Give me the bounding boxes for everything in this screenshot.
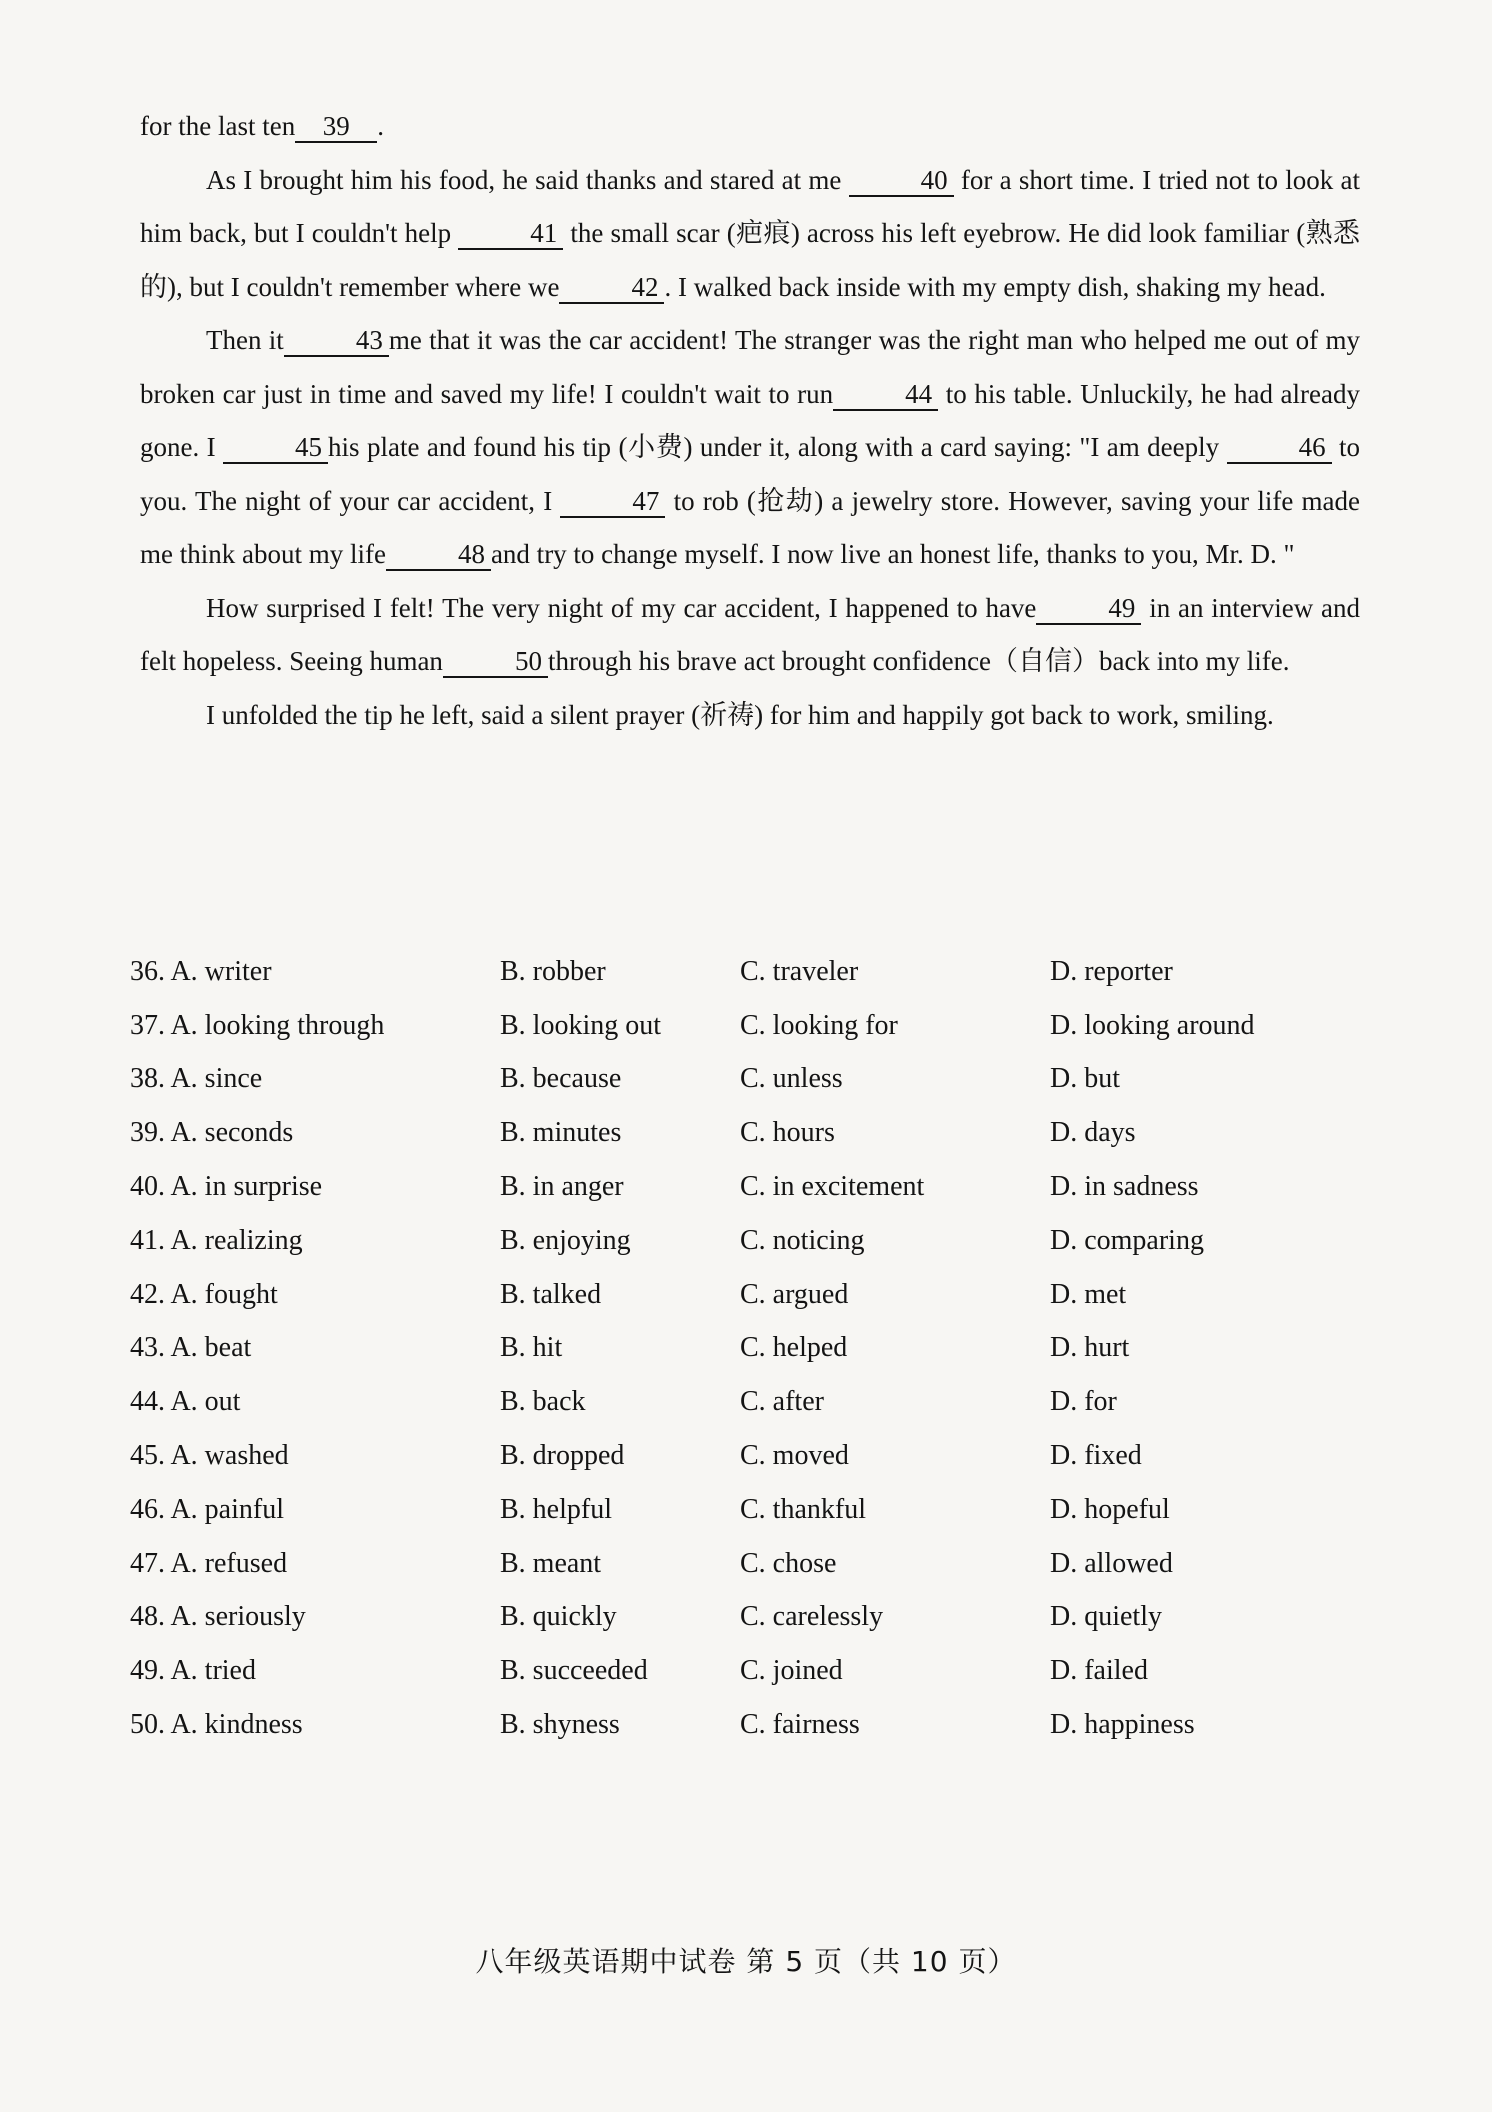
option-b: B. in anger bbox=[500, 1171, 624, 1203]
paragraph-4 bbox=[140, 582, 1360, 689]
option-c: C. traveler bbox=[740, 955, 859, 987]
option-row-36 bbox=[130, 945, 1360, 999]
option-b: B. minutes bbox=[500, 1117, 622, 1149]
option-c: C. in excitement bbox=[740, 1171, 925, 1203]
text: and try to change myself. I now live an honest life, thanks to you, Mr. D. " bbox=[490, 539, 1295, 569]
text: . bbox=[377, 111, 384, 141]
text: As I brought him his food, he said thanks and stared at me bbox=[206, 164, 849, 195]
blank-40: 40 bbox=[849, 165, 954, 197]
blank-47: 47 bbox=[560, 486, 665, 518]
option-c: C. argued bbox=[740, 1278, 849, 1310]
option-c: C. unless bbox=[740, 1063, 843, 1095]
paragraph-1 bbox=[140, 100, 1360, 154]
option-b: B. helpful bbox=[500, 1493, 612, 1525]
option-b: B. robber bbox=[500, 955, 606, 987]
option-c: C. looking for bbox=[740, 1009, 898, 1041]
text: for a short time. I tried not to look at him back, but I couldn't help bbox=[140, 164, 1360, 248]
blank-50: 50 bbox=[443, 646, 548, 678]
option-b: B. shyness bbox=[500, 1709, 620, 1741]
option-row-48 bbox=[130, 1591, 1360, 1645]
text: How surprised I felt! The very night of my car accident, I happened to have bbox=[206, 592, 1037, 623]
option-d: D. comparing bbox=[1050, 1224, 1204, 1256]
option-a: 42. A. fought bbox=[130, 1278, 278, 1310]
option-b: B. looking out bbox=[500, 1009, 662, 1041]
option-c: C. noticing bbox=[740, 1224, 865, 1256]
page-footer: 八年级英语期中试卷 第 5 页（共 10 页） bbox=[475, 1945, 1017, 1978]
option-a: 38. A. since bbox=[130, 1063, 263, 1095]
option-row-39 bbox=[130, 1106, 1360, 1160]
option-b: B. talked bbox=[500, 1278, 602, 1310]
text: his plate and found his tip (小费) under it, along with a card saying: "I am deeply bbox=[328, 432, 1227, 462]
option-c: C. moved bbox=[740, 1440, 849, 1472]
text: the small scar (疤痕) across his left eyebrow. He did look familiar (熟悉的), but I couldn't remember where we bbox=[140, 218, 1360, 302]
option-d: D. allowed bbox=[1050, 1547, 1173, 1579]
cloze-passage bbox=[140, 100, 1360, 742]
blank-49: 49 bbox=[1036, 593, 1141, 625]
option-a: 49. A. tried bbox=[130, 1655, 256, 1687]
option-d: D. days bbox=[1050, 1117, 1136, 1149]
option-c: C. fairness bbox=[740, 1709, 860, 1741]
paragraph-3 bbox=[140, 314, 1360, 582]
option-b: B. dropped bbox=[500, 1440, 625, 1472]
option-d: D. but bbox=[1050, 1063, 1120, 1095]
option-a: 48. A. seriously bbox=[130, 1601, 306, 1633]
option-row-47 bbox=[130, 1537, 1360, 1591]
text: for the last ten bbox=[140, 111, 296, 141]
blank-48: 48 bbox=[386, 539, 491, 571]
option-d: D. fixed bbox=[1050, 1440, 1142, 1472]
blank-41: 41 bbox=[458, 218, 563, 250]
blank-46: 46 bbox=[1227, 432, 1332, 464]
option-a: 47. A. refused bbox=[130, 1547, 288, 1579]
option-b: B. succeeded bbox=[500, 1655, 648, 1687]
option-c: C. carelessly bbox=[740, 1601, 884, 1633]
option-row-40 bbox=[130, 1160, 1360, 1214]
option-c: C. hours bbox=[740, 1117, 835, 1149]
option-d: D. happiness bbox=[1050, 1709, 1195, 1741]
option-b: B. quickly bbox=[500, 1601, 617, 1633]
option-row-37 bbox=[130, 999, 1360, 1053]
text: to rob (抢劫) a jewelry store. However, saving your life made me think about my life bbox=[140, 485, 1360, 569]
option-d: D. for bbox=[1050, 1386, 1117, 1418]
paragraph-5: I unfolded the tip he left, said a silent prayer (祈祷) for him and happily got back to work, smiling. bbox=[206, 699, 1274, 730]
option-a: 50. A. kindness bbox=[130, 1709, 303, 1741]
option-c: C. helped bbox=[740, 1332, 848, 1364]
option-d: D. in sadness bbox=[1050, 1171, 1199, 1203]
option-a: 39. A. seconds bbox=[130, 1117, 294, 1149]
option-a: 36. A. writer bbox=[130, 955, 272, 987]
option-row-46 bbox=[130, 1483, 1360, 1537]
option-b: B. hit bbox=[500, 1332, 563, 1364]
option-d: D. hurt bbox=[1050, 1332, 1130, 1364]
option-c: C. chose bbox=[740, 1547, 837, 1579]
blank-44: 44 bbox=[833, 379, 938, 411]
option-d: D. looking around bbox=[1050, 1009, 1255, 1041]
option-b: B. enjoying bbox=[500, 1224, 631, 1256]
text: . I walked back inside with my empty dish, shaking my head. bbox=[664, 271, 1326, 302]
option-c: C. after bbox=[740, 1386, 824, 1418]
option-b: B. meant bbox=[500, 1547, 602, 1579]
option-c: C. thankful bbox=[740, 1493, 866, 1525]
option-d: D. failed bbox=[1050, 1655, 1148, 1687]
option-a: 43. A. beat bbox=[130, 1332, 252, 1364]
option-row-38 bbox=[130, 1053, 1360, 1107]
option-row-45 bbox=[130, 1429, 1360, 1483]
option-c: C. joined bbox=[740, 1655, 843, 1687]
option-row-41 bbox=[130, 1214, 1360, 1268]
option-d: D. met bbox=[1050, 1278, 1127, 1310]
text: to you. The night of your car accident, I bbox=[140, 432, 1360, 516]
option-row-42 bbox=[130, 1268, 1360, 1322]
blank-43: 43 bbox=[284, 325, 389, 357]
option-d: D. quietly bbox=[1050, 1601, 1162, 1633]
option-d: D. hopeful bbox=[1050, 1493, 1170, 1525]
option-a: 37. A. looking through bbox=[130, 1009, 385, 1041]
option-a: 44. A. out bbox=[130, 1386, 241, 1418]
option-b: B. back bbox=[500, 1386, 586, 1418]
option-a: 45. A. washed bbox=[130, 1440, 289, 1472]
paragraph-2 bbox=[140, 154, 1360, 315]
text: to his table. Unluckily, he had already gone. I bbox=[140, 378, 1360, 462]
option-row-44 bbox=[130, 1375, 1360, 1429]
option-d: D. reporter bbox=[1050, 955, 1173, 987]
text: Then it bbox=[206, 325, 284, 355]
text: through his brave act brought confidence（自信）back into my life. bbox=[547, 646, 1290, 676]
option-a: 46. A. painful bbox=[130, 1493, 284, 1525]
option-row-49 bbox=[130, 1644, 1360, 1698]
option-row-50 bbox=[130, 1698, 1360, 1752]
text: in an interview and felt hopeless. Seeing human bbox=[140, 592, 1360, 676]
answer-options bbox=[130, 945, 1360, 1752]
option-a: 40. A. in surprise bbox=[130, 1171, 323, 1203]
option-row-43 bbox=[130, 1322, 1360, 1376]
blank-45: 45 bbox=[223, 432, 328, 464]
blank-39: 39 bbox=[295, 111, 377, 143]
text: me that it was the car accident! The stranger was the right man who helped me out of my broken car just in time and saved my life! I couldn't wait to run bbox=[140, 325, 1360, 409]
blank-42: 42 bbox=[559, 272, 664, 304]
option-b: B. because bbox=[500, 1063, 622, 1095]
option-a: 41. A. realizing bbox=[130, 1224, 303, 1256]
